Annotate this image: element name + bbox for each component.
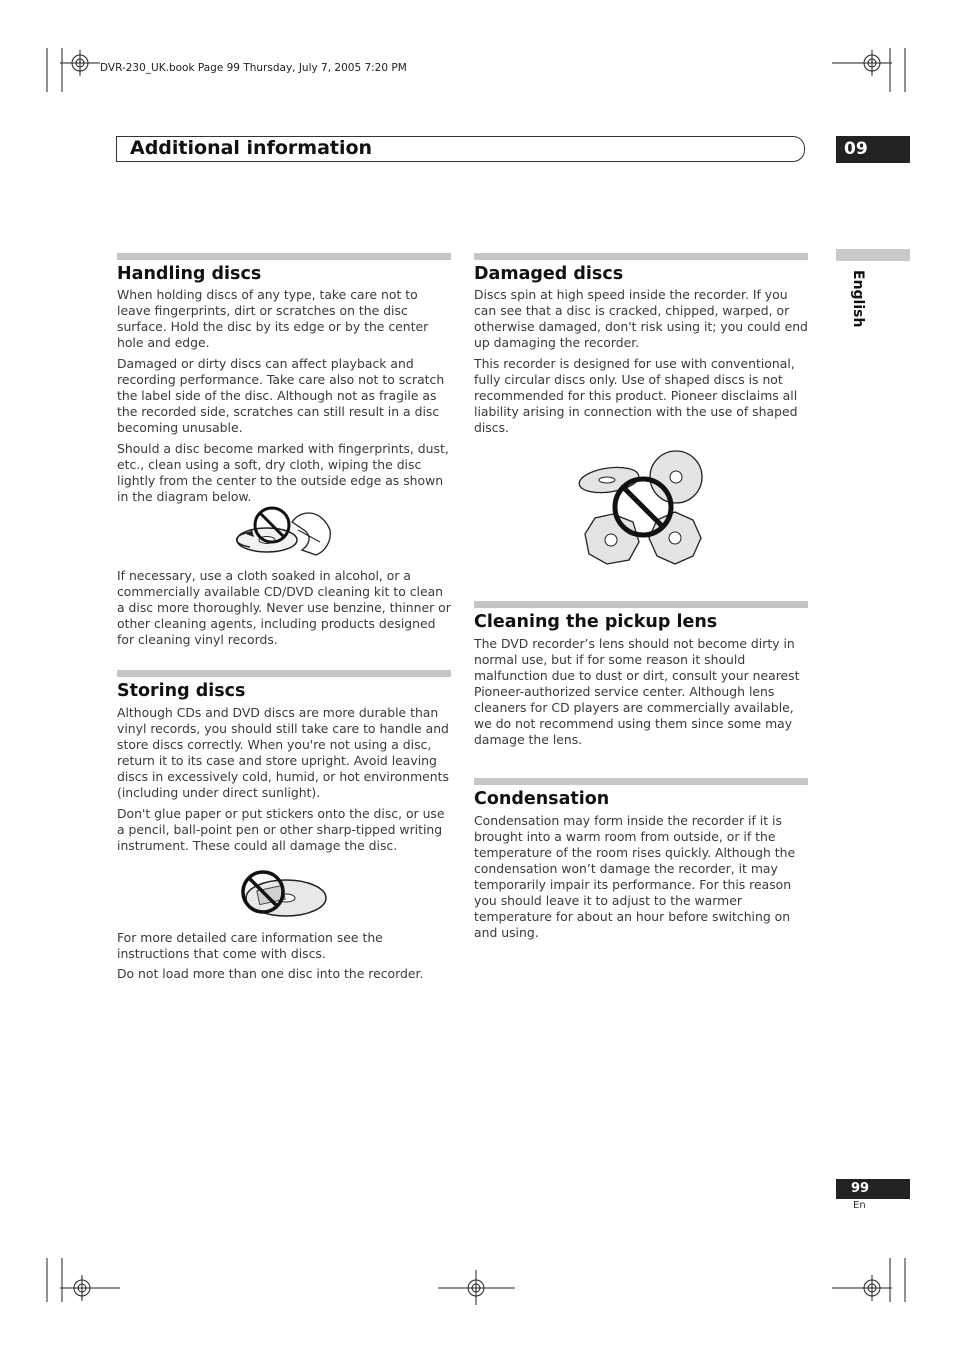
paragraph: For more detailed care information see the instructions that come with discs. [117,930,383,961]
heading-handling-discs: Handling discs [117,264,262,284]
damaged-text-block [474,287,808,436]
paragraph: Discs spin at high speed inside the recorder. If you can see that a disc is cracked, chipped, warped, or otherwise damaged, don't risk using it; you could end up damaging the recorder. [474,287,808,350]
section-divider [474,778,808,785]
paragraph: Don't glue paper or put stickers onto the disc, or use a pencil, ball-point pen or other sharp-tipped writing instrument. These could all damage the disc. [117,806,445,853]
cleaning-text-block [474,636,808,748]
storing-text-block-2 [117,930,451,982]
paragraph: If necessary, use a cloth soaked in alcohol, or a commercially available CD/DVD cleaning kit to clean a disc more thoroughly. Never use benzine, thinner or other cleaning agents, including products designed for cleaning vinyl records. [117,568,451,647]
paragraph: The DVD recorder’s lens should not become dirty in normal use, but if for some reason it should malfunction due to dust or dirt, consult your nearest Pioneer-authorized service center. Although lens cleaners for CD players are commercially available, we do not recommend using them since some may damage the lens. [474,636,800,747]
language-tab-label: English [850,270,866,328]
paragraph: When holding discs of any type, take care not to leave fingerprints, dirt or scratches on the disc surface. Hold the disc by its edge or by the center hole and edge. [117,287,429,350]
heading-damaged-discs: Damaged discs [474,264,624,284]
paragraph: Should a disc become marked with fingerprints, dust, etc., clean using a soft, dry cloth, wiping the disc lightly from the center to the outside edge as shown in the diagram below. [117,441,449,504]
disc-sticker-illustration [236,864,336,924]
book-info: DVR-230_UK.book Page 99 Thursday, July 7, 2005 7:20 PM [100,62,407,74]
paragraph: Condensation may form inside the recorder if it is brought into a warm room from outside, or if the temperature of the room rises quickly. Although the condensation won’t damage the recorder, it may temporarily impair its performance. For this reason you should leave it to adjust to the warmer temperature for about an hour before switching on and using. [474,813,796,940]
handling-text-block [117,287,451,505]
heading-condensation: Condensation [474,789,610,809]
page-title: Additional information [130,137,373,159]
storing-text-block [117,705,451,854]
disc-wiping-illustration [232,500,342,560]
paragraph: Damaged or dirty discs can affect playback and recording performance. Take care also not to scratch the label side of the disc. Although not as fragile as the recorded side, scratches can still result in a disc becoming unusable. [117,356,445,435]
handling-text-block-2 [117,568,451,648]
section-divider [117,670,451,677]
paragraph: This recorder is designed for use with conventional, fully circular discs only. Use of shaped discs is not recommended for this product. Pioneer disclaims all liability arising in connection with the use of shaped discs. [474,356,798,435]
page-number: 99 [836,1179,910,1199]
condensation-text-block [474,813,808,941]
language-tab-bar [836,249,910,261]
page-language: En [853,1200,866,1211]
paragraph: Although CDs and DVD discs are more durable than vinyl records, you should still take care to handle and store discs correctly. When you're not using a disc, return it to its case and store upright. Avoid leaving discs in excessively cold, humid, or hot environments (including under direct sunlight). [117,705,449,800]
paragraph: Do not load more than one disc into the recorder. [117,966,424,981]
section-divider [474,601,808,608]
shaped-discs-illustration [577,450,707,570]
section-divider [117,253,451,260]
chapter-number: 09 [836,136,910,163]
heading-storing-discs: Storing discs [117,681,246,701]
heading-cleaning-pickup-lens: Cleaning the pickup lens [474,612,718,632]
section-divider [474,253,808,260]
